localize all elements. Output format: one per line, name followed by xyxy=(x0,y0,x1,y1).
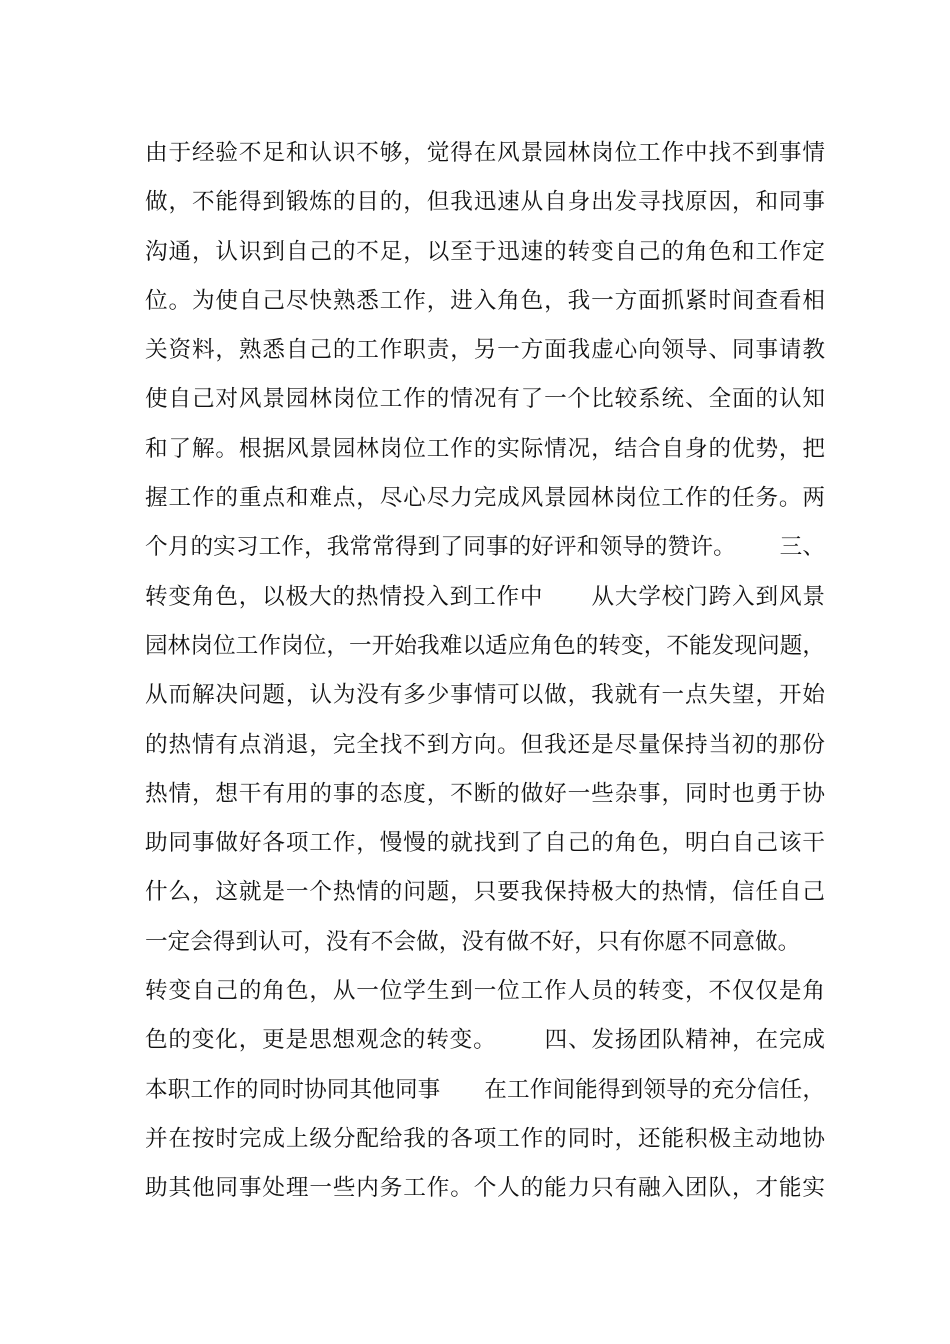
text-line: 转变自己的角色，从一位学生到一位工作人员的转变，不仅仅是角 xyxy=(145,978,825,1005)
text-line: 助其他同事处理一些内务工作。个人的能力只有融入团队，才能实 xyxy=(145,1175,825,1202)
text-line: 并在按时完成上级分配给我的各项工作的同时，还能积极主动地协 xyxy=(145,1125,825,1152)
text-line: 位。为使自己尽快熟悉工作，进入角色，我一方面抓紧时间查看相 xyxy=(145,287,825,314)
text-line: 园林岗位工作岗位，一开始我难以适应角色的转变，不能发现问题， xyxy=(145,632,825,659)
text-line: 沟通，认识到自己的不足，以至于迅速的转变自己的角色和工作定 xyxy=(145,238,825,265)
text-line: 个月的实习工作，我常常得到了同事的好评和领导的赞许。 三、 xyxy=(145,534,825,561)
text-line: 使自己对风景园林岗位工作的情况有了一个比较系统、全面的认知 xyxy=(145,386,825,413)
text-line: 和了解。根据风景园林岗位工作的实际情况，结合自身的优势，把 xyxy=(145,435,825,462)
text-line: 握工作的重点和难点，尽心尽力完成风景园林岗位工作的任务。两 xyxy=(145,485,825,512)
text-line: 转变角色，以极大的热情投入到工作中 从大学校门跨入到风景 xyxy=(145,583,825,610)
text-line: 什么，这就是一个热情的问题，只要我保持极大的热情，信任自己 xyxy=(145,879,825,906)
text-line: 色的变化，更是思想观念的转变。 四、发扬团队精神，在完成 xyxy=(145,1027,825,1054)
body-text xyxy=(145,129,825,1214)
text-line: 热情，想干有用的事的态度，不断的做好一些杂事，同时也勇于协 xyxy=(145,780,825,807)
text-line: 由于经验不足和认识不够，觉得在风景园林岗位工作中找不到事情 xyxy=(145,140,825,166)
text-line: 的热情有点消退，完全找不到方向。但我还是尽量保持当初的那份 xyxy=(145,731,825,758)
text-line: 一定会得到认可，没有不会做，没有做不好，只有你愿不同意做。 xyxy=(145,928,801,955)
text-line: 关资料，熟悉自己的工作职责，另一方面我虚心向领导、同事请教 xyxy=(145,337,825,364)
text-line: 从而解决问题，认为没有多少事情可以做，我就有一点失望，开始 xyxy=(145,682,825,709)
text-line: 做，不能得到锻炼的目的，但我迅速从自身出发寻找原因，和同事 xyxy=(145,189,825,216)
text-line: 助同事做好各项工作，慢慢的就找到了自己的角色，明白自己该干 xyxy=(145,830,825,857)
text-line: 本职工作的同时协同其他同事 在工作间能得到领导的充分信任， xyxy=(145,1076,825,1103)
